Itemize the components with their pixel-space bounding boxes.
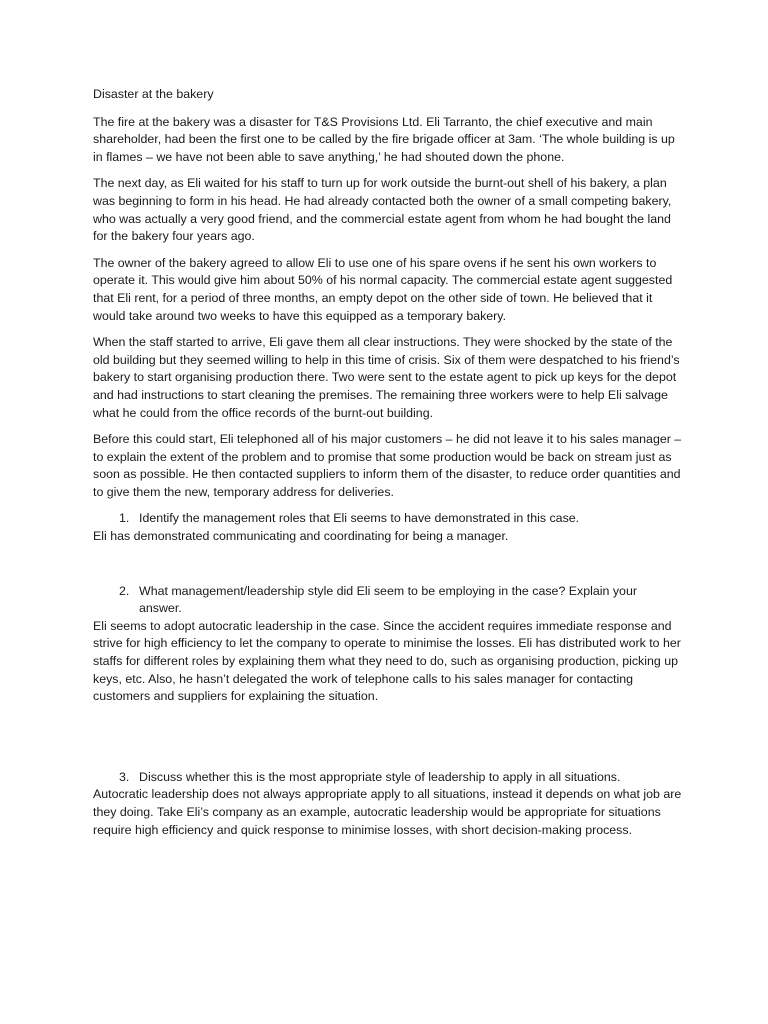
paragraph-4: When the staff started to arrive, Eli gave them all clear instructions. They were shocked by the state of the old building but they seemed willing to help in this time of crisis. Six of them were despatched to his friend’s bakery to start organising production there. Two were sent to the estate agent to pick up keys for the depot and had instructions to start cleaning the premises. The remaining three workers were to help Eli salvage what he could from the office records of the burnt-out building. <box>93 335 680 420</box>
question-2-number: 2. <box>119 583 130 598</box>
document-page <box>93 86 683 839</box>
answer-3: Autocratic leadership does not always appropriate apply to all situations, instead it depends on what job are they doing. Take Eli’s company as an example, autocratic leadership would be appropriate for situations require high efficiency and quick response to minimise losses, with short decision-making process. <box>93 787 682 837</box>
paragraph-2: The next day, as Eli waited for his staff to turn up for work outside the burnt-out shell of his bakery, a plan was beginning to form in his head. He had already contacted both the owner of a small competing bakery, who was actually a very good friend, and the commercial estate agent from whom he had bought the land for the bakery four years ago. <box>93 176 672 244</box>
question-3-text: Discuss whether this is the most appropriate style of leadership to apply in all situations. <box>139 769 621 784</box>
question-2 <box>93 583 683 618</box>
paragraph-3: The owner of the bakery agreed to allow Eli to use one of his spare ovens if he sent his own workers to operate it. This would give him about 50% of his normal capacity. The commercial estate agent suggested that Eli rent, for a period of three months, an empty depot on the other side of town. He believed that it would take around two weeks to have this equipped as a temporary bakery. <box>93 255 673 323</box>
question-1-number: 1. <box>119 511 130 526</box>
paragraph-5: Before this could start, Eli telephoned all of his major customers – he did not leave it to his sales manager – to explain the extent of the problem and to promise that some production would be back on stream just as soon as possible. He then contacted suppliers to inform them of the disaster, to reduce order quantities and to give them the new, temporary address for deliveries. <box>93 432 682 499</box>
paragraph-1: The fire at the bakery was a disaster for T&S Provisions Ltd. Eli Tarranto, the chief executive and main shareholder, had been the first one to be called by the fire brigade officer at 3am. ‘The whole building is up in flames – we have not been able to save anything,’ he had shouted down the phone. <box>93 114 675 164</box>
question-2-text: What management/leadership style did Eli seem to be employing in the case? Explain your answer. <box>139 583 637 616</box>
answer-2: Eli seems to adopt autocratic leadership in the case. Since the accident requires immediate response and strive for high efficiency to let the company to operate to minimise the losses. Eli has distributed work to her staffs for different roles by explaining them what they need to do, such as organising production, picking up keys, etc. Also, he hasn’t delegated the work of telephone calls to his sales manager for contacting customers and suppliers for explaining the situation. <box>93 618 681 704</box>
question-1-text: Identify the management roles that Eli seems to have demonstrated in this case. <box>139 511 580 526</box>
question-3-number: 3. <box>119 769 130 784</box>
question-1 <box>93 510 683 528</box>
answer-1: Eli has demonstrated communicating and coordinating for being a manager. <box>93 529 509 544</box>
document-title: Disaster at the bakery <box>93 87 214 101</box>
question-3 <box>93 769 683 787</box>
